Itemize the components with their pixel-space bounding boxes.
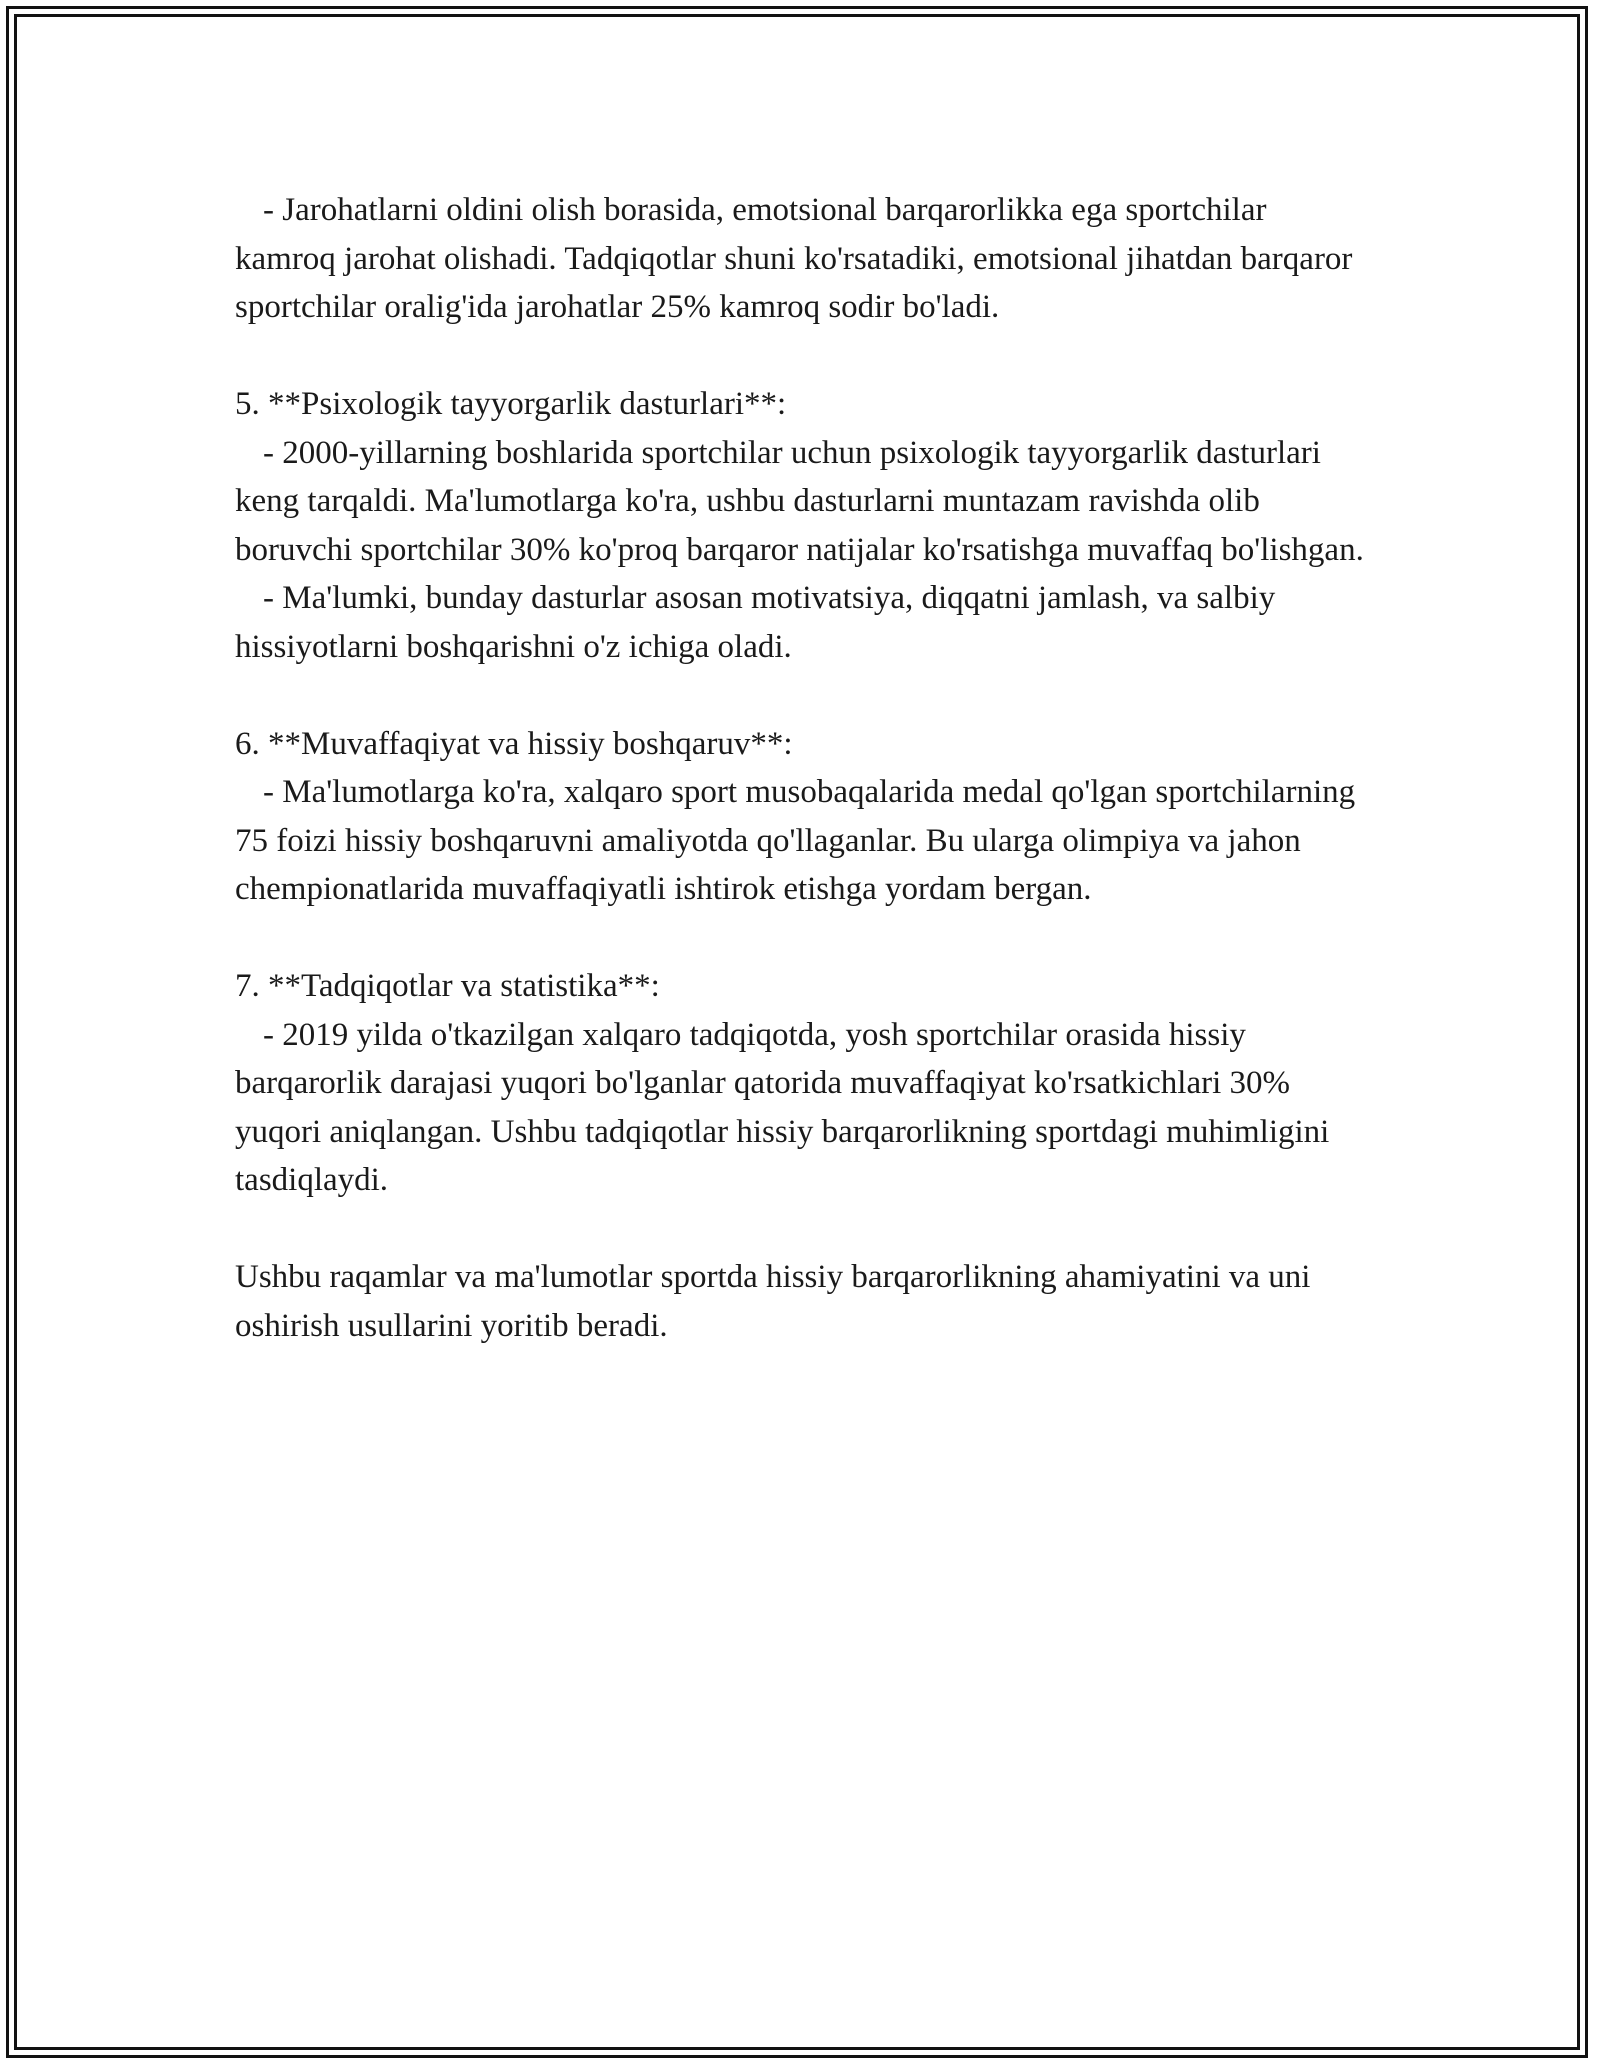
heading-section-6: 6. **Muvaffaqiyat va hissiy boshqaruv**: (235, 725, 793, 762)
paragraph-programs (235, 429, 1375, 575)
spacer (235, 914, 1375, 963)
spacer (235, 332, 1375, 381)
spacer (235, 1205, 1375, 1254)
paragraph-research (235, 1011, 1375, 1205)
paragraph-text: - Ma'lumki, bunday dasturlar asosan motivatsiya, diqqatni jamlash, va salbiy hissiyotlarni boshqarishni o'z ichiga oladi. (235, 580, 1284, 665)
heading-section-5: 5. **Psixologik tayyorgarlik dasturlari**: (235, 386, 787, 422)
paragraph-text: - 2000-yillarning boshlarida sportchilar uchun psixologik tayyorgarlik dasturlari keng tarqaldi. Ma'lumotlarga ko'ra, ushbu dasturlarni muntazam ravishda olib boruvchi sportchilar 30% ko'proq barqaror natijalar ko'rsatishga muvaffaq bo'lishgan. (235, 434, 1364, 568)
paragraph-text: - Ma'lumotlarga ko'ra, xalqaro sport musobaqalarida medal qo'lgan sportchilarning 75 foizi hissiy boshqaruvni amaliyotda qo'llaganlar. Bu ularga olimpiya va jahon chempionatlarida muvaffaqiyatli ishtirok etishga yordam bergan. (235, 774, 1364, 907)
heading-section-7: 7. **Tadqiqotlar va statistika**: (235, 968, 660, 1004)
spacer (235, 671, 1375, 720)
paragraph-conclusion: Ushbu raqamlar va ma'lumotlar sportda hissiy barqarorlikning ahamiyatini va uni oshirish usullarini yoritib beradi. (235, 1259, 1319, 1344)
paragraph-program-contents (235, 574, 1375, 671)
paragraph-injury-prevention (235, 186, 1375, 332)
paragraph-success (235, 768, 1375, 914)
paragraph-text: - 2019 yilda o'tkazilgan xalqaro tadqiqotda, yosh sportchilar orasida hissiy barqarorlik darajasi yuqori bo'lganlar qatorida muvaffaqiyat ko'rsatkichlari 30% yuqori aniqlangan. Ushbu tadqiqotlar hissiy barqarorlikning sportdagi muhimligini tasdiqlaydi. (235, 1016, 1338, 1198)
paragraph-text: - Jarohatlarni oldini olish borasida, emotsional barqarorlikka ega sportchilar kamroq jarohat olishadi. Tadqiqotlar shuni ko'rsatadiki, emotsional jihatdan barqaror sportchilar oralig'ida jarohatlar 25% kamroq sodir bo'ladi. (235, 192, 1361, 325)
document-body (235, 186, 1375, 1350)
